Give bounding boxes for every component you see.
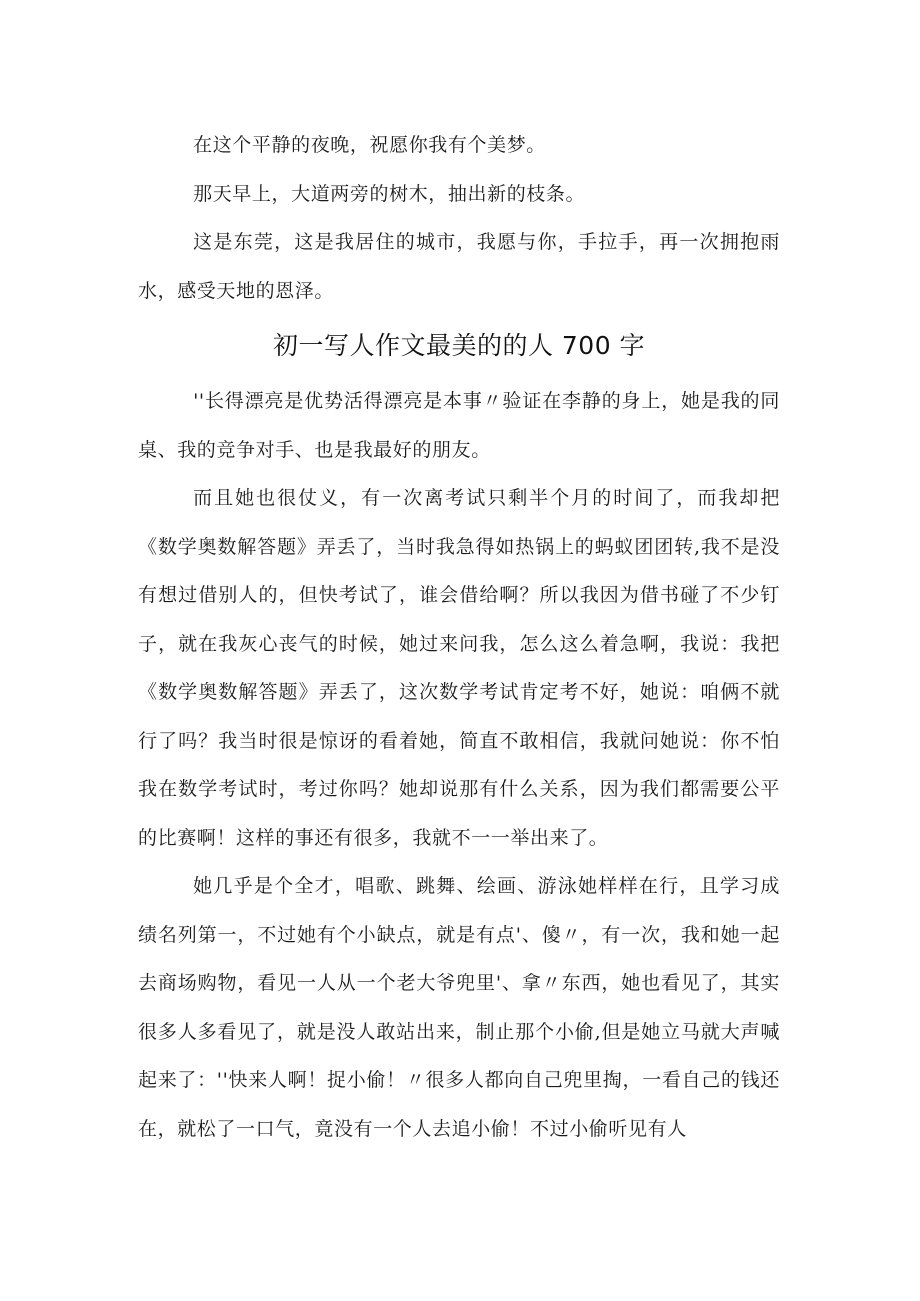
intro-paragraph-3: 这是东莞，这是我居住的城市，我愿与你，手拉手，再一次拥抱雨水，感受天地的恩泽。 [138,231,780,302]
body-paragraph-2: 而且她也很仗义，有一次离考试只剩半个月的时间了，而我却把《数学奥数解答题》弄丢了，当时我急得如热锅上的蚂蚁团团转,我不是没有想过借别人的，但快考试了，谁会借给啊？所以我因为借书碰了不少钉子，就在我灰心丧气的时候，她过来问我，怎么这么着急啊，我说：我把《数学奥数解答题》弄丢了，这次数学考试肯定考不好，她说：咱俩不就行了吗？我当时很是惊讶的看着她，简直不敢相信，我就问她说：你不怕我在数学考试时，考过你吗？她却说那有什么关系，因为我们都需要公平的比赛啊！这样的事还有很多，我就不一一举出来了。 [138,487,780,849]
body-paragraph-3: 她几乎是个全才，唱歌、跳舞、绘画、游泳她样样在行，且学习成绩名列第一，不过她有个小缺点，就是有点'、傻〃，有一次，我和她一起去商场购物，看见一人从一个老大爷兜里'、拿〃东西，她也看见了，其实很多人多看见了，就是没人敢站出来，制止那个小偷,但是她立马就大声喊起来了：''快来人啊！捉小偷！〃很多人都向自己兜里掏，一看自己的钱还在，就松了一口气，竟没有一个人去追小偷！不过小偷听见有人 [138,875,780,1140]
document-page [138,121,780,1153]
essay-title: 初一写人作文最美的的人 700 字 [272,331,646,360]
body-paragraph-1: ''长得漂亮是优势活得漂亮是本事〃验证在李静的身上，她是我的同桌、我的竞争对手、也是我最好的朋友。 [138,390,780,461]
intro-paragraph-1: 在这个平静的夜晚，祝愿你我有个美梦。 [193,134,546,156]
intro-paragraph-2: 那天早上，大道两旁的树木，抽出新的枝条。 [193,182,586,205]
